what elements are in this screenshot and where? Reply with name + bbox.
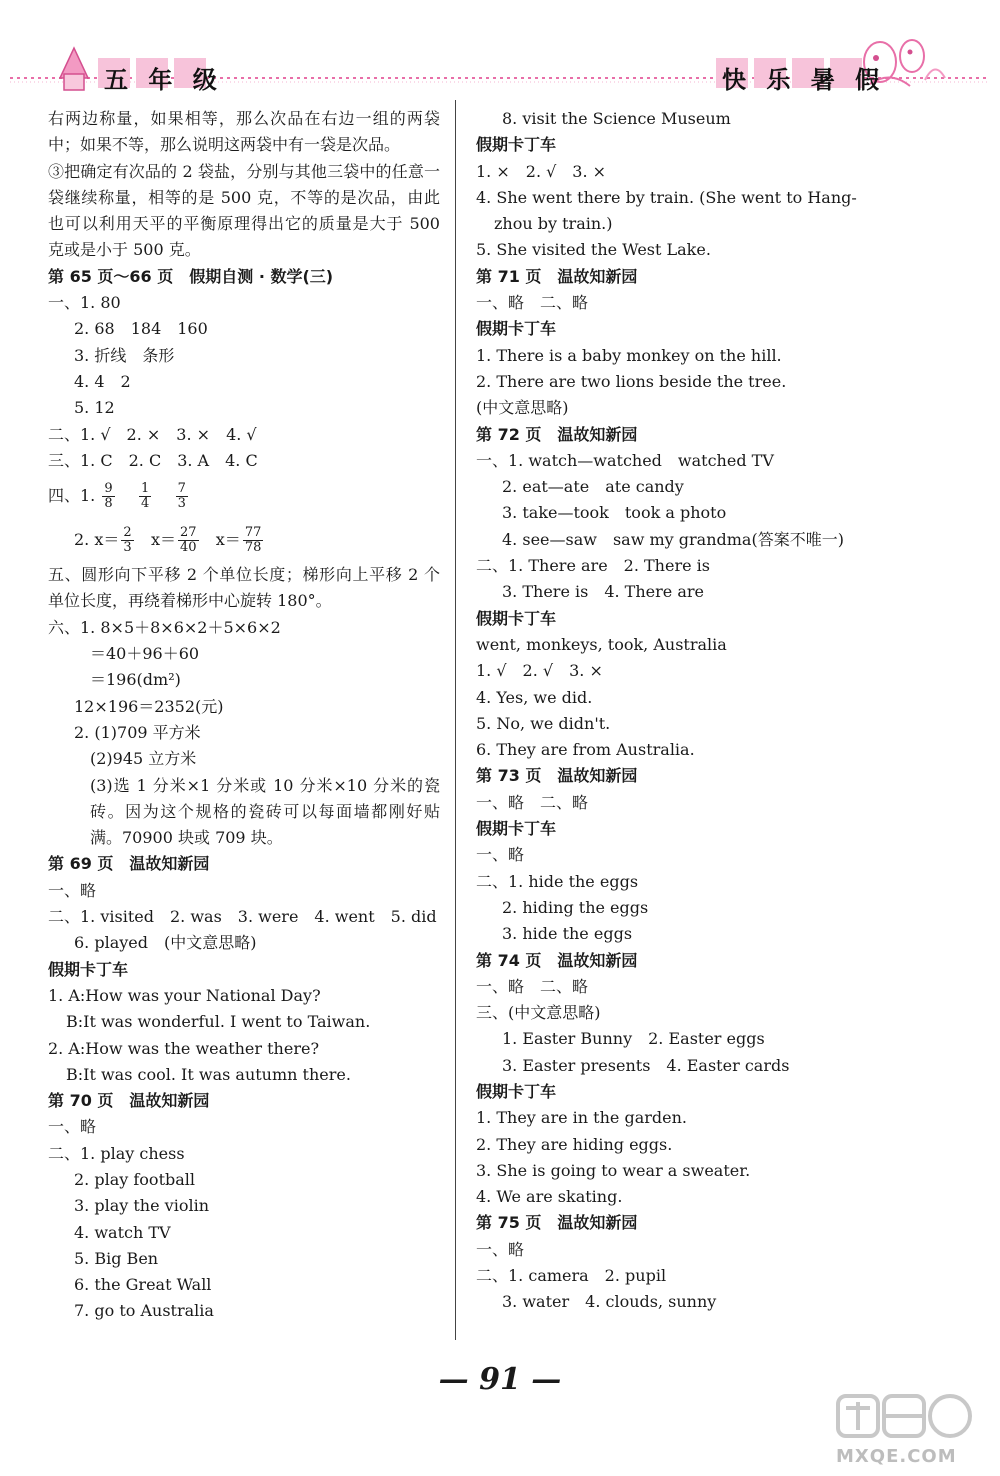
answer-line: B:It was wonderful. I went to Taiwan.: [66, 1012, 371, 1032]
answer-paragraph: 右两边称量，如果相等，那么次品在右边一组的两袋中；如果不等，那么说明这两袋中有一袋是次品。: [48, 109, 440, 155]
answer-line: 1. × 2. √ 3. ×: [476, 161, 607, 181]
answer-line: 一、1. 80: [48, 293, 121, 313]
right-column: [476, 106, 946, 1316]
answer-line: 6. the Great Wall: [74, 1275, 212, 1295]
answer-line: 3. play the violin: [74, 1196, 209, 1216]
answer-line: 1. There is a baby monkey on the hill.: [476, 345, 782, 365]
section-heading: 第 73 页 温故知新园: [476, 766, 638, 786]
answer-line: 1. They are in the garden.: [476, 1108, 687, 1128]
answer-line: 一、略: [48, 1117, 97, 1137]
denominator: 3: [123, 540, 132, 556]
answer-line: 5. 12: [74, 398, 115, 418]
left-column: [48, 106, 440, 1325]
house-icon: [60, 48, 88, 90]
answer-line: 3. Easter presents 4. Easter cards: [502, 1055, 790, 1075]
answer-line: 二、1. There are 2. There is: [476, 556, 710, 576]
answer-line: 5. She visited the West Lake.: [476, 240, 711, 260]
answer-line: 4. We are skating.: [476, 1187, 623, 1207]
answer-line: 3. There is 4. There are: [502, 582, 704, 602]
column-divider: [455, 100, 456, 1340]
answer-line: 六、1. 8×5＋8×6×2＋5×6×2: [48, 617, 281, 637]
answer-line: 8. visit the Science Museum: [502, 109, 731, 128]
answer-line: 三、1. C 2. C 3. A 4. C: [48, 450, 258, 470]
answer-line: 1. A:How was your National Day?: [48, 985, 321, 1005]
section-heading: 第 69 页 温故知新园: [48, 854, 210, 874]
answer-line: 4. Yes, we did.: [476, 687, 593, 707]
denominator: 78: [244, 540, 262, 556]
fraction: [178, 526, 199, 555]
answer-line: 5. No, we didn't.: [476, 713, 611, 733]
answer-line: (中文意思略): [476, 398, 569, 418]
section-heading: 第 72 页 温故知新园: [476, 424, 638, 444]
denominator: 4: [141, 496, 150, 512]
section-heading: 假期卡丁车: [476, 608, 557, 628]
answer-line: 二、1. hide the eggs: [476, 871, 639, 891]
denominator: 8: [104, 496, 113, 512]
answer-line: 一、略 二、略: [476, 293, 589, 313]
answer-line: 2. 68 184 160: [74, 319, 208, 339]
answer-line: 一、略: [48, 880, 97, 900]
answer-line: B:It was cool. It was autumn there.: [66, 1064, 351, 1084]
numerator: 77: [244, 525, 262, 541]
equation-label: x＝: [150, 530, 176, 550]
answer-line: 2. eat—ate ate candy: [502, 477, 684, 497]
answer-line: ＝40＋96＋60: [90, 644, 200, 664]
answer-paragraph: (3)选 1 分米×1 分米或 10 分米×10 分米的瓷砖。因为这个规格的瓷砖可以每面墙都刚好贴满。70900 块或 709 块。: [90, 775, 440, 848]
numerator: 7: [177, 481, 186, 497]
numerator: 2: [123, 525, 132, 541]
answer-line: 一、略: [476, 845, 525, 865]
section-heading: 第 70 页 温故知新园: [48, 1091, 210, 1111]
answer-line: (2)945 立方米: [90, 749, 197, 769]
section-heading: 假期卡丁车: [476, 819, 557, 839]
watermark-text: MXQE.COM: [836, 1446, 957, 1467]
section-heading: 假期卡丁车: [476, 1081, 557, 1101]
grade-title: 五 年 级: [104, 66, 223, 94]
brand-title: 快 乐 暑 假: [722, 66, 886, 94]
answer-line: 4. 4 2: [74, 371, 131, 391]
answer-line: 3. water 4. clouds, sunny: [502, 1292, 717, 1312]
answer-line: 6. They are from Australia.: [476, 740, 695, 760]
section-heading: 第 74 页 温故知新园: [476, 950, 638, 970]
denominator: 3: [177, 496, 186, 512]
answer-prefix: 2. x＝: [74, 530, 120, 550]
answer-line: 7. go to Australia: [74, 1301, 214, 1321]
answer-line: 4. watch TV: [74, 1222, 171, 1242]
answer-prefix: 四、1.: [48, 486, 96, 506]
answer-line: 3. take—took took a photo: [502, 503, 727, 523]
fraction: [139, 482, 151, 511]
page-header: [0, 0, 1000, 100]
answer-line: 一、1. watch—watched watched TV: [476, 450, 774, 470]
denominator: 40: [179, 540, 197, 556]
fraction: [243, 526, 264, 555]
answer-line: 二、1. play chess: [48, 1143, 185, 1163]
answer-line: 2. A:How was the weather there?: [48, 1038, 320, 1058]
answer-line: 2. (1)709 平方米: [74, 722, 201, 742]
fraction-answer-line: [48, 474, 440, 518]
fraction: [121, 526, 133, 555]
answer-line: 12×196＝2352(元): [74, 696, 224, 716]
answer-line: 1. √ 2. √ 3. ×: [476, 661, 603, 681]
answer-line: 3. 折线 条形: [74, 345, 175, 365]
answer-line: 2. There are two lions beside the tree.: [476, 371, 787, 391]
fraction-answer-line: [48, 518, 440, 562]
answer-line: 三、(中文意思略): [476, 1003, 601, 1023]
answer-line: ＝196(dm²): [90, 670, 181, 690]
answer-line: 二、1. camera 2. pupil: [476, 1266, 667, 1286]
answer-line: 2. hiding the eggs: [502, 897, 649, 917]
answer-paragraph: 五、圆形向下平移 2 个单位长度；梯形向上平移 2 个单位长度，再绕着梯形中心旋转 180°。: [48, 565, 440, 611]
fraction: [102, 482, 114, 511]
answer-line: 一、略 二、略: [476, 976, 589, 996]
answer-line: went, monkeys, took, Australia: [476, 634, 727, 654]
section-heading: 假期卡丁车: [476, 135, 557, 155]
answer-line: 2. They are hiding eggs.: [476, 1134, 673, 1154]
fraction: [176, 482, 188, 511]
answer-line: 一、略: [476, 1239, 525, 1259]
answer-line: 3. hide the eggs: [502, 924, 633, 944]
answer-line: 二、1. √ 2. × 3. × 4. √: [48, 424, 257, 444]
numerator: 9: [104, 481, 113, 497]
equation-label: x＝: [215, 530, 241, 550]
numerator: 27: [179, 525, 197, 541]
section-heading: 第 71 页 温故知新园: [476, 266, 638, 286]
answer-line: 3. She is going to wear a sweater.: [476, 1160, 751, 1180]
section-heading: 假期卡丁车: [476, 319, 557, 339]
answer-line: 4. She went there by train. (She went to Hang-: [476, 187, 857, 207]
answer-paragraph: ③把确定有次品的 2 袋盐，分别与其他三袋中的任意一袋继续称量，相等的是 500 克，不等的是次品，由此也可以利用天平的平衡原理得出它的质量是大于 500 克或是小于 500 克。: [48, 161, 440, 260]
answer-line: 4. see—saw saw my grandma(答案不唯一): [502, 529, 844, 549]
page-number: — 91 —: [438, 1362, 562, 1397]
answer-line: 1. Easter Bunny 2. Easter eggs: [502, 1029, 765, 1049]
answer-line: 5. Big Ben: [74, 1248, 159, 1268]
answer-line: zhou by train.): [494, 214, 613, 234]
answer-line: 一、略 二、略: [476, 792, 589, 812]
answer-line: 6. played (中文意思略): [74, 933, 257, 953]
numerator: 1: [141, 481, 150, 497]
answer-line: 2. play football: [74, 1169, 196, 1189]
section-heading: 第 75 页 温故知新园: [476, 1213, 638, 1233]
answer-line: 二、1. visited 2. was 3. were 4. went 5. did: [48, 907, 437, 927]
section-heading: 第 65 页～66 页 假期自测 · 数学(三): [48, 266, 334, 286]
section-heading: 假期卡丁车: [48, 959, 129, 979]
